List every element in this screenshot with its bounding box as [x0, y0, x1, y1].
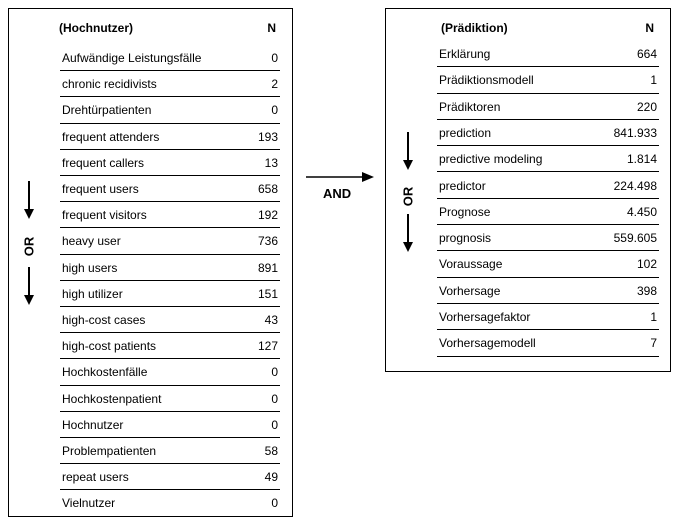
term-count: 736	[257, 234, 278, 249]
term-count: 0	[271, 496, 278, 511]
term-count: 220	[636, 99, 657, 114]
term-row	[60, 307, 280, 333]
term-label: Prognose	[439, 204, 491, 219]
term-row	[60, 359, 280, 385]
term-count: 891	[257, 260, 278, 275]
term-count: 13	[264, 155, 278, 170]
term-label: Hochkostenpatient	[62, 391, 162, 406]
term-row	[60, 97, 280, 123]
term-row	[437, 199, 659, 225]
term-row	[60, 124, 280, 150]
term-count: 102	[636, 257, 657, 272]
term-row	[437, 41, 659, 67]
term-count: 658	[257, 182, 278, 196]
right-down-arrow-top-icon	[398, 132, 418, 172]
left-header-title: (Hochnutzer)	[59, 21, 133, 35]
term-count: 0	[271, 391, 278, 406]
term-count: 559.605	[613, 231, 657, 246]
right-or-label: OR	[400, 186, 416, 207]
term-row	[60, 464, 280, 490]
right-header-count: N	[645, 21, 654, 35]
left-or-label: OR	[21, 236, 37, 257]
term-label: high-cost patients	[62, 339, 157, 354]
term-count: 0	[271, 51, 278, 65]
term-label: Prädiktoren	[439, 99, 501, 114]
term-label: high utilizer	[62, 286, 123, 301]
right-down-arrow-bottom-icon	[398, 214, 418, 254]
term-row	[437, 278, 659, 304]
and-connector-arrow-icon	[306, 171, 376, 183]
term-row	[437, 304, 659, 330]
term-row	[437, 251, 659, 277]
left-down-arrow-bottom-icon	[19, 267, 39, 307]
term-label: Prädiktionsmodell	[439, 73, 534, 88]
term-row	[60, 45, 280, 71]
term-row	[60, 176, 280, 202]
term-label: Vielnutzer	[62, 496, 116, 511]
term-count: 841.933	[613, 125, 657, 140]
term-count: 7	[650, 336, 657, 351]
term-row	[437, 146, 659, 172]
term-count: 58	[264, 444, 278, 458]
and-label: AND	[323, 186, 352, 201]
term-label: Erklärung	[439, 47, 491, 61]
left-down-arrow-top-icon	[19, 181, 39, 221]
term-row	[60, 386, 280, 412]
term-label: chronic recidivists	[62, 77, 157, 92]
term-row	[60, 71, 280, 97]
term-row	[437, 173, 659, 199]
term-label: prognosis	[439, 231, 492, 246]
term-row	[60, 438, 280, 464]
term-row	[60, 255, 280, 281]
term-label: Problempatienten	[62, 444, 157, 458]
term-count: 43	[264, 313, 278, 327]
term-row	[60, 412, 280, 438]
term-count: 1	[650, 73, 657, 88]
term-label: predictor	[439, 178, 486, 193]
term-count: 2	[271, 77, 278, 92]
term-row	[60, 150, 280, 176]
term-row	[60, 228, 280, 254]
term-label: heavy user	[62, 234, 121, 249]
term-count: 127	[257, 339, 278, 354]
term-label: Vorhersage	[439, 283, 501, 298]
term-label: high users	[62, 260, 118, 275]
term-label: Voraussage	[439, 257, 503, 272]
term-row	[60, 202, 280, 228]
term-row	[60, 490, 280, 516]
left-header-count: N	[267, 21, 276, 35]
term-row	[437, 67, 659, 93]
term-count: 151	[257, 286, 278, 301]
term-label: frequent visitors	[62, 208, 147, 223]
term-count: 224.498	[613, 178, 657, 193]
term-label: frequent callers	[62, 155, 145, 170]
term-count: 0	[271, 103, 278, 118]
term-label: Hochkostenfälle	[62, 365, 148, 380]
term-row	[437, 94, 659, 120]
term-label: predictive modeling	[439, 152, 543, 167]
term-count: 1	[650, 310, 657, 324]
term-label: frequent users	[62, 182, 139, 196]
term-label: frequent attenders	[62, 129, 160, 144]
term-label: Aufwändige Leistungsfälle	[62, 51, 202, 65]
term-label: high-cost cases	[62, 313, 146, 327]
term-count: 192	[257, 208, 278, 223]
term-row	[437, 225, 659, 251]
hochnutzer-box	[8, 8, 293, 517]
term-count: 1.814	[626, 152, 657, 167]
term-label: Vorhersagemodell	[439, 336, 536, 351]
term-count: 49	[264, 470, 278, 485]
term-label: Hochnutzer	[62, 417, 124, 432]
term-label: Vorhersagefaktor	[439, 310, 531, 324]
term-row	[60, 333, 280, 359]
term-label: Drehtürpatienten	[62, 103, 152, 118]
praediktion-box	[385, 8, 671, 372]
term-label: prediction	[439, 125, 492, 140]
term-count: 0	[271, 365, 278, 380]
term-count: 398	[636, 283, 657, 298]
term-count: 193	[257, 129, 278, 144]
term-count: 4.450	[626, 204, 657, 219]
term-row	[437, 330, 659, 356]
term-label: repeat users	[62, 470, 129, 485]
term-count: 0	[271, 417, 278, 432]
term-row	[60, 281, 280, 307]
right-header-title: (Prädiktion)	[441, 21, 508, 35]
term-count: 664	[636, 47, 657, 61]
term-row	[437, 120, 659, 146]
